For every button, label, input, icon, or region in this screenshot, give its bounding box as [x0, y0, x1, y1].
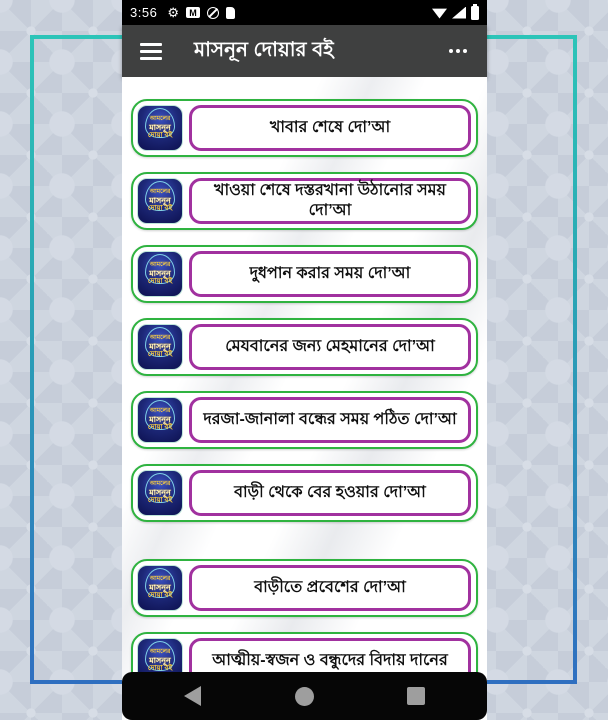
dua-title: আত্মীয়-স্বজন ও বন্ধুদের বিদায় দানের — [189, 638, 471, 684]
back-icon[interactable] — [184, 686, 201, 706]
phone-screen — [122, 0, 487, 720]
app-badge-icon: আমলের মাসনূন দোয়া বই — [137, 251, 183, 297]
app-badge-icon: আমলের মাসনূন দোয়া বই — [137, 565, 183, 611]
wifi-icon — [432, 7, 447, 19]
dua-title: দুধপান করার সময় দো’আ — [189, 251, 471, 297]
android-nav-bar — [122, 672, 487, 720]
dua-title: খাবার শেষে দো’আ — [189, 105, 471, 151]
gmail-icon: M — [186, 7, 200, 18]
app-badge-icon: আমলের মাসনূন দোয়া বই — [137, 105, 183, 151]
app-badge-icon: আমলের মাসনূন দোয়া বই — [137, 638, 183, 684]
status-bar — [122, 0, 487, 25]
dua-title: বাড়ী থেকে বের হওয়ার দো’আ — [189, 470, 471, 516]
status-left-icons — [167, 6, 235, 19]
app-badge-icon: আমলের মাসনূন দোয়া বই — [137, 397, 183, 443]
app-badge-icon: আমলের মাসনূন দোয়া বই — [137, 324, 183, 370]
home-icon[interactable] — [295, 687, 314, 706]
status-time: 3:56 — [130, 5, 158, 20]
app-badge-icon: আমলের মাসনূন দোয়া বই — [137, 178, 183, 224]
list-item[interactable] — [131, 318, 478, 376]
list-item[interactable] — [131, 245, 478, 303]
list-item[interactable] — [131, 391, 478, 449]
page-title: মাসনূন দোয়ার বই — [194, 38, 334, 61]
dua-title: বাড়ীতে প্রবেশের দো’আ — [189, 565, 471, 611]
gear-icon: ⚙ — [167, 5, 179, 20]
data-saver-icon — [207, 7, 219, 19]
list-item[interactable] — [131, 172, 478, 230]
dua-title: দরজা-জানালা বন্ধের সময় পঠিত দো’আ — [189, 397, 471, 443]
dua-title: মেযবানের জন্য মেহমানের দো’আ — [189, 324, 471, 370]
cell-signal-icon — [452, 7, 466, 19]
recents-icon[interactable] — [407, 687, 425, 705]
dua-title: খাওয়া শেষে দস্তরখানা উঠানোর সময় দো’আ — [189, 178, 471, 224]
dua-list — [122, 77, 487, 720]
battery-icon — [471, 6, 479, 20]
list-item[interactable] — [131, 559, 478, 617]
status-right-icons — [432, 6, 479, 20]
hamburger-menu-icon[interactable] — [140, 43, 162, 60]
sim-icon — [226, 7, 235, 19]
app-toolbar — [122, 25, 487, 77]
overflow-menu-icon[interactable] — [447, 43, 469, 59]
list-item[interactable] — [131, 464, 478, 522]
app-badge-icon: আমলের মাসনূন দোয়া বই — [137, 470, 183, 516]
list-item[interactable] — [131, 99, 478, 157]
